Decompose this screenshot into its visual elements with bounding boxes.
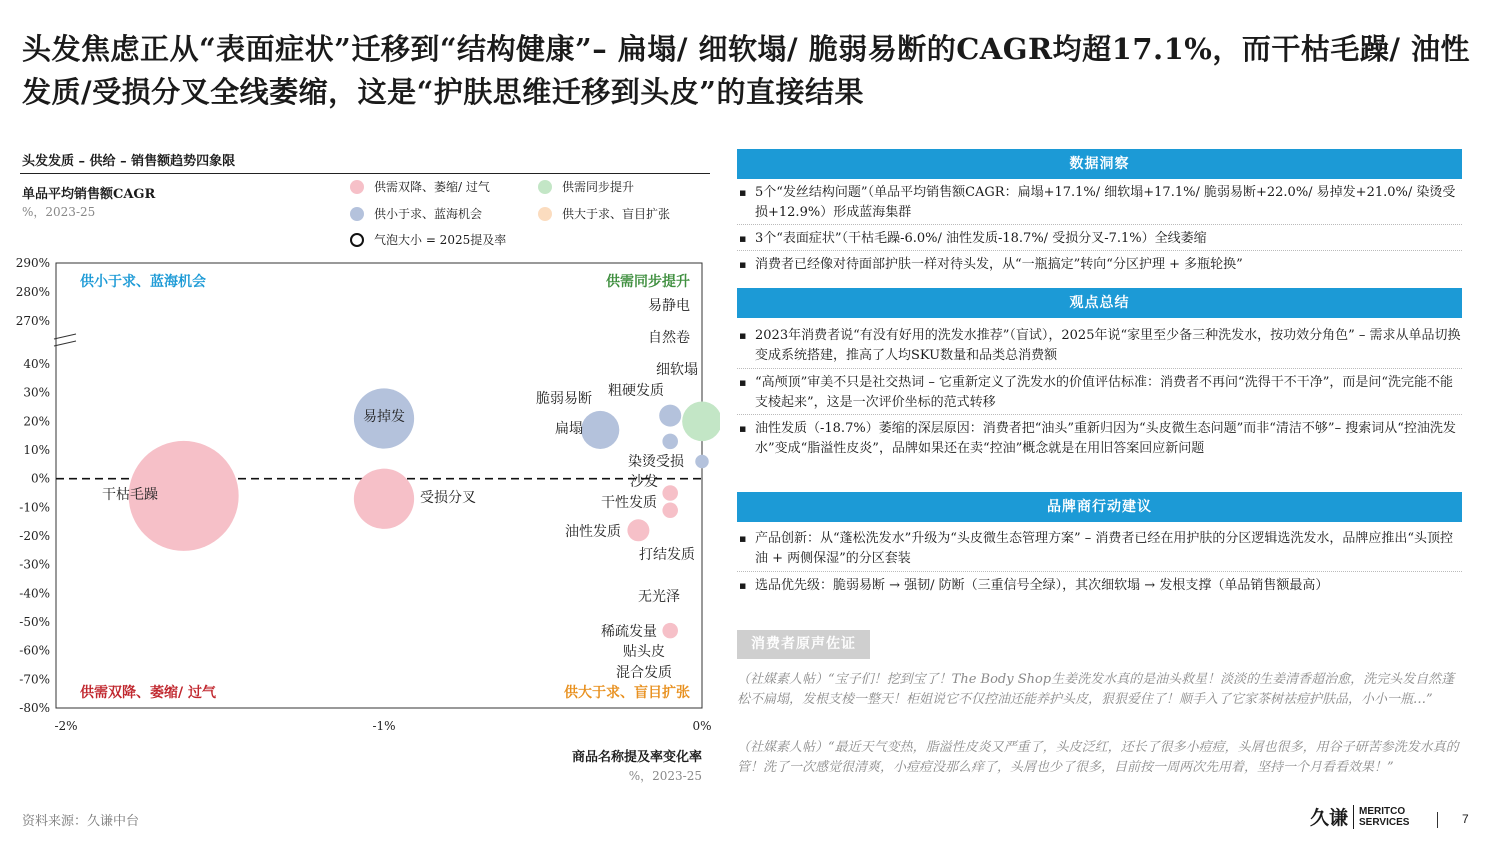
chart-header-rule: [20, 173, 710, 174]
x-tick-label: -2%: [54, 719, 78, 733]
logo-divider: [1353, 805, 1354, 829]
insight-item: ▪ 3个“表面症状”（干枯毛躁-6.0%/ 油性发质-18.7%/ 受损分叉-7.1%）全线萎缩: [737, 229, 1462, 249]
y-tick-label: -40%: [19, 586, 50, 601]
bubble: [662, 434, 678, 450]
y-tick-label: 20%: [23, 414, 50, 429]
insight-item: ▪ 消费者已经像对待面部护肤一样对待头发，从“一瓶搞定”转向“分区护理 + 多瓶轮换”: [737, 255, 1462, 275]
axis-break-mark: [54, 341, 76, 346]
x-axis-title: 商品名称提及率变化率: [571, 750, 702, 765]
axis-break-mark: [54, 334, 76, 339]
action-item: ▪ 产品创新：从“蓬松洗发水”升级为“头皮微生态管理方案” – 消费者已经在用护肤的分区逻辑选洗发水，品牌应推出“头顶控油 + 两侧保湿”的分区套装: [737, 529, 1462, 569]
bubble-label: 自然卷: [648, 330, 690, 346]
bubble-label: 脆弱易断: [536, 391, 592, 407]
y-tick-label: -70%: [19, 672, 50, 687]
legend-dot-oversupply: [538, 207, 552, 221]
bubble-label: 染烫受损: [628, 454, 684, 470]
quadrant-label: 供小于求、蓝海机会: [80, 274, 206, 290]
bubble: [659, 405, 681, 427]
legend-label-bubble-size: 气泡大小 = 2025提及率: [374, 233, 507, 247]
legend-dot-bubble-size: [350, 233, 364, 247]
bubble-label: 干性发质: [601, 495, 657, 511]
logo-chinese: 久谦: [1310, 807, 1349, 829]
bubble: [682, 402, 720, 442]
bubble-label: 无光泽: [638, 589, 680, 605]
logo-english: [1359, 806, 1409, 828]
y-axis-unit: %，2023-25: [22, 205, 96, 219]
bubble-label: 沙发: [630, 474, 658, 490]
legend-label-oversupply: 供大于求、盲目扩张: [562, 207, 671, 221]
page-number: 7: [1462, 812, 1469, 826]
y-tick-label: -10%: [19, 500, 50, 515]
x-tick-label: -1%: [372, 719, 396, 733]
page-number-divider: [1437, 812, 1438, 828]
bubble-label: 细软塌: [656, 362, 698, 378]
bubble-label: 干枯毛躁: [102, 487, 158, 503]
action-item: ▪ 选品优先级：脆弱易断 → 强韧/ 防断（三重信号全绿），其次细软塌 → 发根支撑（单品销售额最高）: [737, 576, 1462, 596]
legend-item-oversupply: [538, 205, 670, 222]
divider: [737, 224, 1462, 225]
bubble: [627, 519, 649, 541]
summary-header: 观点总结: [737, 288, 1462, 318]
bubble-label: 易掉发: [363, 409, 405, 425]
y-tick-label: -50%: [19, 615, 50, 630]
legend-label-decline: 供需双降、萎缩/ 过气: [374, 180, 490, 194]
bubble: [662, 485, 678, 501]
logo-line-2: SERVICES: [1359, 816, 1410, 828]
insight-header: 数据洞察: [737, 149, 1462, 179]
legend-dot-blue-ocean: [350, 207, 364, 221]
bubble-label: 扁塌: [555, 421, 583, 437]
consumer-quote: （社媒素人帖）“宝子们！挖到宝了！The Body Shop生姜洗发水真的是油头救星！淡淡的生姜清香超治愈，洗完头发自然蓬松不扁塌，发根支棱一整天！柜姐说它不仅控油还能养护头皮，狠狠爱住了！顺手入了它家茶树祛痘护肤品，小小一瓶…”: [737, 672, 1455, 707]
y-tick-label: 280%: [15, 285, 50, 299]
consumer-quote: （社媒素人帖）“最近天气变热，脂溢性皮炎又严重了，头皮泛红，还长了很多小痘痘，头屑也很多，用谷子研苦参洗发水真的管！洗了一次感觉很清爽，小痘痘没那么痒了，头屑也少了很多，目前按一周两次先用着，坚持一个月看看效果！”: [737, 740, 1459, 775]
page-title: 头发焦虑正从“表面症状”迁移到“结构健康”– 扁塌/ 细软塌/ 脆弱易断的CAGR均超17.1%，而干枯毛躁/ 油性发质/受损分叉全线萎缩，这是“护肤思维迁移到头皮”的直接结果: [22, 32, 1471, 109]
bubble: [354, 469, 414, 529]
x-tick-label: 0%: [692, 719, 712, 733]
action-header: 品牌商行动建议: [737, 492, 1462, 522]
summary-item: ▪ 油性发质（-18.7%）萎缩的深层原因：消费者把“油头”重新归因为“头皮微生态问题”而非“清洁不够”– 搜索词从“控油洗发水”变成“脂溢性皮炎”，品牌如果还在卖“控油”概念就是在用旧答案回应新问题: [737, 419, 1462, 459]
bubble: [662, 502, 678, 518]
summary-item: ▪ 2023年消费者说“有没有好用的洗发水推荐”（盲试），2025年说“家里至少备三种洗发水，按功效分角色” – 需求从单品切换变成系统搭建，推高了人均SKU数量和品类总消费额: [737, 326, 1462, 366]
meritco-logo: [1310, 803, 1409, 830]
y-tick-label: 40%: [23, 357, 50, 371]
logo-line-1: MERITCO: [1359, 805, 1406, 817]
y-tick-label: -30%: [19, 557, 50, 572]
bubble: [695, 455, 708, 468]
bubble-label: 打结发质: [639, 547, 695, 563]
y-tick-label: 0%: [30, 471, 50, 486]
quadrant-label: 供大于求、盲目扩张: [564, 685, 690, 701]
legend-dot-decline: [350, 180, 364, 194]
quadrant-label: 供需双降、萎缩/ 过气: [80, 685, 216, 701]
quadrant-label: 供需同步提升: [606, 274, 690, 290]
y-tick-label: 270%: [15, 314, 50, 328]
legend-item-bubble-size: [350, 231, 506, 248]
bubble-label: 易静电: [648, 298, 690, 314]
y-tick-label: 30%: [23, 385, 50, 400]
divider: [737, 414, 1462, 415]
summary-item: ▪ “高颅顶”审美不只是社交热词 – 它重新定义了洗发水的价值评估标准：消费者不再问“洗得干不干净”，而是问“洗完能不能支棱起来”，这是一次评价坐标的范式转移: [737, 373, 1462, 413]
divider: [737, 571, 1462, 572]
divider: [737, 250, 1462, 251]
bubble-label: 混合发质: [616, 665, 672, 681]
bubble-label: 贴头皮: [623, 644, 665, 660]
quadrant-bubble-chart: [0, 250, 720, 740]
legend-item-decline: [350, 178, 490, 195]
source-note: 资料来源：久谦中台: [22, 814, 140, 829]
y-axis-title: 单品平均销售额CAGR: [22, 187, 156, 202]
chart-header: 头发发质 – 供给 – 销售额趋势四象限: [22, 154, 236, 169]
bubble-label: 粗硬发质: [608, 383, 664, 399]
y-tick-label: -20%: [19, 529, 50, 544]
legend-label-blue-ocean: 供小于求、蓝海机会: [374, 207, 483, 221]
bubble-label: 油性发质: [565, 524, 621, 540]
y-tick-label: 10%: [23, 443, 50, 458]
y-tick-label: 290%: [15, 256, 50, 270]
legend-item-blue-ocean: [350, 205, 482, 222]
bubble-label: 稀疏发量: [601, 624, 657, 640]
consumer-voice-tag: 消费者原声佐证: [737, 630, 870, 659]
x-axis-unit: %，2023-25: [628, 769, 702, 783]
bubble: [581, 411, 619, 449]
legend-label-growth: 供需同步提升: [562, 180, 635, 194]
y-tick-label: -80%: [19, 701, 50, 716]
bubble: [662, 623, 678, 639]
legend-dot-growth: [538, 180, 552, 194]
legend-item-growth: [538, 178, 634, 195]
insight-item: ▪ 5个“发丝结构问题”（单品平均销售额CAGR：扁塌+17.1%/ 细软塌+17.1%/ 脆弱易断+22.0%/ 易掉发+21.0%/ 染烫受损+12.9%）形成蓝海集群: [737, 183, 1462, 223]
bubble-label: 受损分叉: [420, 490, 476, 506]
y-tick-label: -60%: [19, 643, 50, 658]
divider: [737, 368, 1462, 369]
